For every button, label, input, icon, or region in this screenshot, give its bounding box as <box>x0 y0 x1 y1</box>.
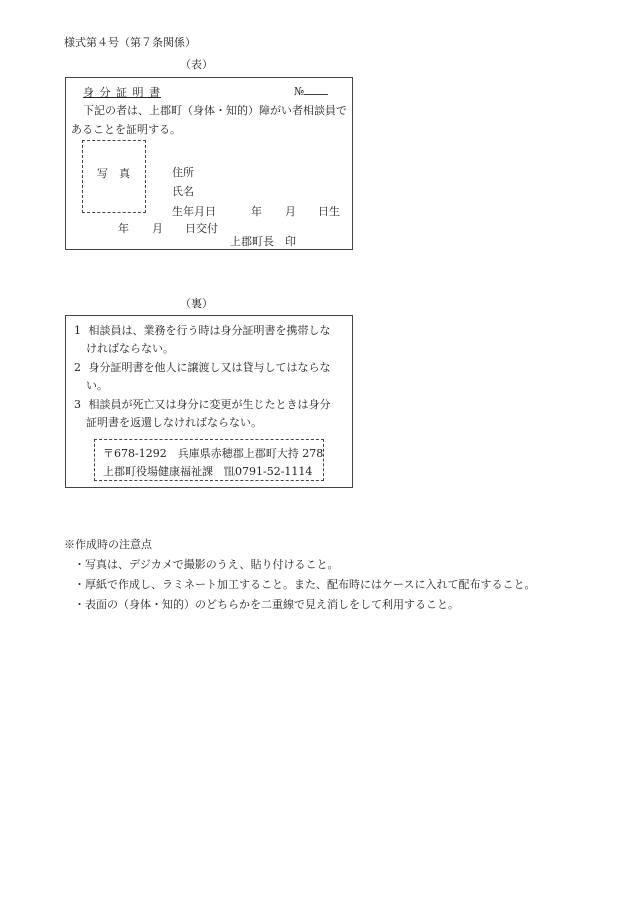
photo-label: 写 真 <box>97 167 130 180</box>
note-item-1: ・写真は、デジカメで撮影のうえ、貼り付けること。 <box>74 558 339 571</box>
contact-office: 上郡町役場健康福祉課 ℡0791-52-1114 <box>103 465 313 478</box>
note-item-2: ・厚紙で作成し、ラミネート加工すること。また、配布時にはケースに入れて配布すること。 <box>74 578 536 591</box>
rule-1-number: 1 <box>74 324 81 337</box>
name-label: 氏名 <box>172 185 194 198</box>
note-item-3: ・表面の（身体・知的）のどちらかを二重線で見え消しをして利用すること。 <box>74 598 459 611</box>
rule-1-line-1: 相談員は、業務を行う時は身分証明書を携帯しな <box>88 324 331 337</box>
photo-box <box>82 140 146 213</box>
statement-line-1: 下記の者は、上郡町（身体・知的）障がい者相談員で <box>83 104 347 117</box>
birth-year-label: 年 <box>251 205 262 218</box>
birth-month-label: 月 <box>285 205 296 218</box>
issue-suffix: 日交付 <box>185 222 218 235</box>
number-label: № <box>294 85 305 98</box>
form-number: 様式第４号（第７条関係） <box>64 36 196 49</box>
birth-day-suffix: 日生 <box>318 205 340 218</box>
rule-2 <box>74 359 331 375</box>
rule-3-line-1: 相談員が死亡又は身分に変更が生じたときは身分 <box>88 398 331 411</box>
rule-3-number: 3 <box>74 398 81 411</box>
number-underline <box>304 84 328 95</box>
rule-1 <box>74 322 331 338</box>
rule-1-line-2: ければならない。 <box>86 342 174 355</box>
contact-address: 〒678-1292 兵庫県赤穂郡上郡町大持 278 <box>103 447 324 460</box>
id-card-front <box>65 77 353 250</box>
rule-2-line-1: 身分証明書を他人に譲渡し又は貸与してはならな <box>88 361 331 374</box>
front-section-label: （表） <box>180 58 213 71</box>
id-card-back <box>65 315 353 488</box>
issue-month-label: 月 <box>152 222 163 235</box>
statement-line-2: あることを証明する。 <box>71 123 181 136</box>
notes-title: ※作成時の注意点 <box>64 538 152 551</box>
rule-3-line-2: 証明書を返還しなければならない。 <box>86 416 262 429</box>
card-title: 身 分 証 明 書 <box>83 86 161 99</box>
contact-box <box>94 439 324 481</box>
birthdate-label: 生年月日 <box>172 205 216 218</box>
number-field <box>294 84 328 98</box>
rule-3 <box>74 396 331 412</box>
issue-year-label: 年 <box>118 222 129 235</box>
issuer-seal: 上郡町長 印 <box>230 235 296 248</box>
address-label: 住所 <box>172 166 194 179</box>
back-section-label: （裏） <box>180 297 213 310</box>
rule-2-number: 2 <box>74 361 81 374</box>
rule-2-line-2: い。 <box>86 379 108 392</box>
